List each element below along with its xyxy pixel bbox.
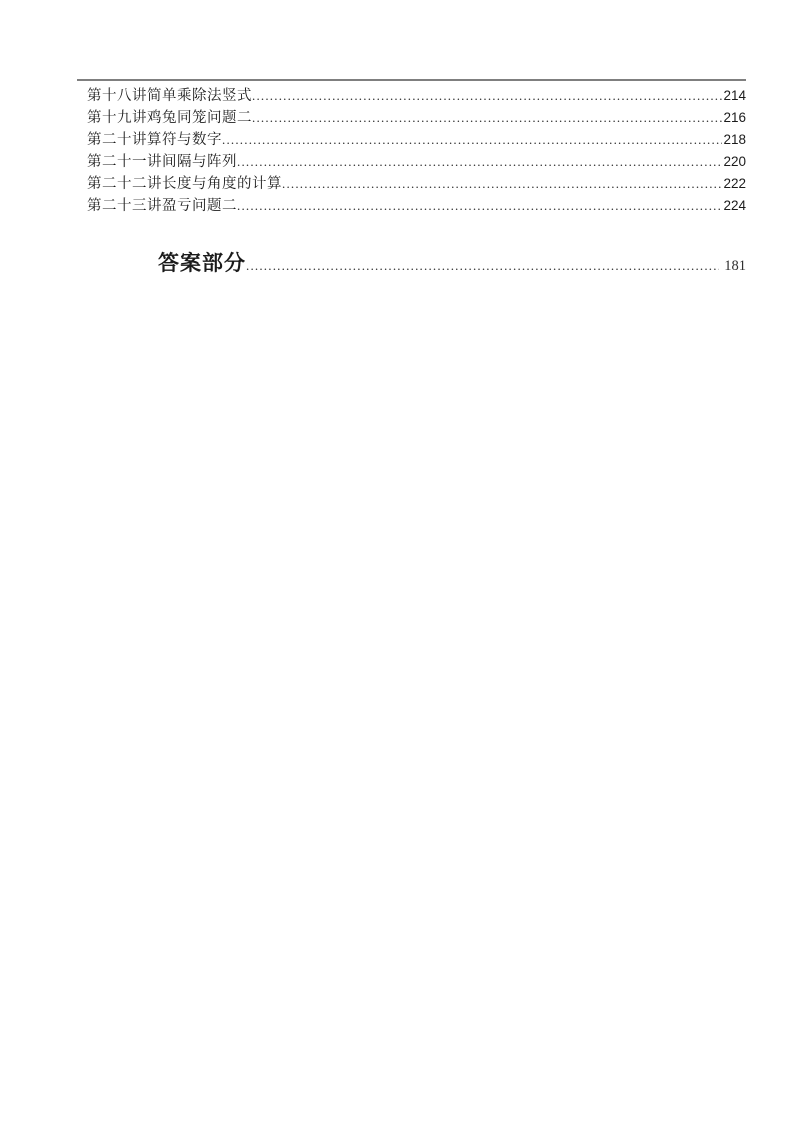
dot-leader <box>237 195 722 217</box>
section-heading-title: 答案部分 <box>158 251 246 275</box>
toc-entry[interactable] <box>77 195 746 217</box>
toc-entry-page-number: 220 <box>723 154 746 169</box>
section-heading-page-number: 181 <box>724 258 746 274</box>
toc-entry-page-number: 216 <box>723 110 746 125</box>
toc-entry[interactable] <box>77 85 746 107</box>
dot-leader <box>282 173 722 195</box>
dot-leader <box>237 151 722 173</box>
toc-entry-page-number: 214 <box>723 88 746 103</box>
toc-entry-page-number: 222 <box>723 176 746 191</box>
toc-entry[interactable] <box>77 129 746 151</box>
dot-leader <box>252 85 722 107</box>
dot-leader <box>252 107 722 129</box>
toc-entry-title: 第十九讲鸡兔同笼问题二 <box>87 110 252 126</box>
toc-section-heading[interactable] <box>77 250 746 276</box>
toc-list <box>77 85 746 217</box>
toc-entry[interactable] <box>77 173 746 195</box>
toc-entry-title: 第十八讲简单乘除法竖式 <box>87 88 252 104</box>
toc-entry[interactable] <box>77 107 746 129</box>
top-divider-rule <box>77 79 746 81</box>
toc-entry-title: 第二十二讲长度与角度的计算 <box>87 176 282 192</box>
dot-leader <box>246 253 719 279</box>
toc-content <box>77 79 746 276</box>
toc-entry-title: 第二十讲算符与数字 <box>87 132 222 148</box>
toc-entry[interactable] <box>77 151 746 173</box>
toc-entry-page-number: 224 <box>723 198 746 213</box>
toc-entry-title: 第二十三讲盈亏问题二 <box>87 198 237 214</box>
toc-entry-page-number: 218 <box>723 132 746 147</box>
toc-entry-title: 第二十一讲间隔与阵列 <box>87 154 237 170</box>
dot-leader <box>222 129 722 151</box>
